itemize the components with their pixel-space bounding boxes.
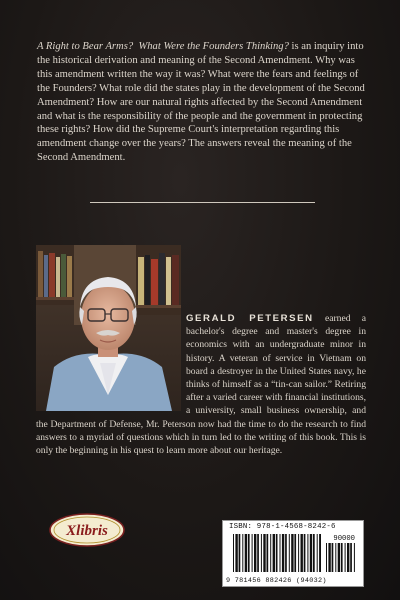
barcode-bar [263, 534, 265, 572]
barcode-bar [291, 534, 293, 572]
barcode-bar [270, 534, 271, 572]
xlibris-logo [49, 513, 125, 547]
barcode-bar [242, 534, 243, 572]
barcode-digits: 9 781456 882426 (94032) [226, 577, 327, 585]
blurb-text: is an inquiry into the historical derivation and meaning of the Second Amendment. Why was this amendment written the way it was? What were the fears and feelings of the Founders? What role did the states play in the development of the Second Amendment? How are our natural rights affected by the Second Amendment and what is the responsibility of the people and the government in protecting these rights? How did the Supreme Court's interpretation regarding this amendment change over the years? The answers reveal the meaning of the Second Amendment. [37, 41, 365, 164]
barcode-bar [326, 543, 327, 572]
barcode-bar [254, 534, 256, 572]
barcode-bar [335, 543, 336, 572]
isbn-label: ISBN: 978-1-4568-8242-6 [229, 523, 336, 531]
barcode-bar [233, 534, 234, 572]
author-bio [36, 312, 366, 457]
publisher-logo-text: Xlibris [66, 523, 108, 539]
barcode-bar [347, 543, 349, 572]
barcode-bar [317, 534, 318, 572]
barcode-bar [345, 543, 346, 572]
barcode-bar [294, 534, 296, 572]
author-bio-text: earned a bachelor's degree and master's degree in economics with an undergraduate minor in history. A veteran of service in Vietnam on board a destroyer in the United States navy, he thinks of himself as a “tin-can sailor.” Retiring after a varied career with financial institutions, a university, small business ownership, and the Department of Defense, Mr. Peterson now had the time to do the research to find answers to a myriad of questions which in turn led to the writing of this book. This is only the beginning in his quest to learn more about our heritage. [36, 313, 366, 457]
barcode-bar [354, 543, 355, 572]
barcode-bar [282, 534, 284, 572]
barcode-bar [257, 534, 259, 572]
barcode-bars-main [233, 534, 321, 572]
barcode-bar [252, 534, 253, 572]
book-title-part1: A Right to Bear Arms? [37, 41, 134, 52]
back-cover-blurb [37, 40, 367, 165]
barcode-bar [235, 534, 237, 572]
barcode-bar [341, 543, 343, 572]
section-divider [90, 202, 315, 203]
barcode-bar [276, 534, 278, 572]
barcode-bar [338, 543, 340, 572]
barcode-bar [248, 534, 250, 572]
barcode-bar [289, 534, 290, 572]
barcode-bar [298, 534, 299, 572]
book-title-part2: What Were the Founders Thinking? [138, 41, 289, 52]
barcode-bar [332, 543, 334, 572]
barcode-bar [319, 534, 321, 572]
author-name: GERALD PETERSEN [186, 313, 314, 324]
barcode-bar [285, 534, 287, 572]
barcode-bar [307, 534, 308, 572]
barcode-bar [261, 534, 262, 572]
barcode-bar [239, 534, 241, 572]
barcode-bar [301, 534, 303, 572]
barcode-bar [328, 543, 330, 572]
barcode-bar [304, 534, 306, 572]
barcode-bar [280, 534, 281, 572]
barcode-bar [310, 534, 312, 572]
barcode-bar [350, 543, 352, 572]
barcode-bar [273, 534, 275, 572]
price-code: 90000 [333, 535, 355, 543]
isbn-barcode [222, 520, 364, 587]
barcode-bars-addon [326, 543, 356, 572]
barcode-bar [313, 534, 315, 572]
barcode-bar [267, 534, 269, 572]
barcode-bar [245, 534, 247, 572]
